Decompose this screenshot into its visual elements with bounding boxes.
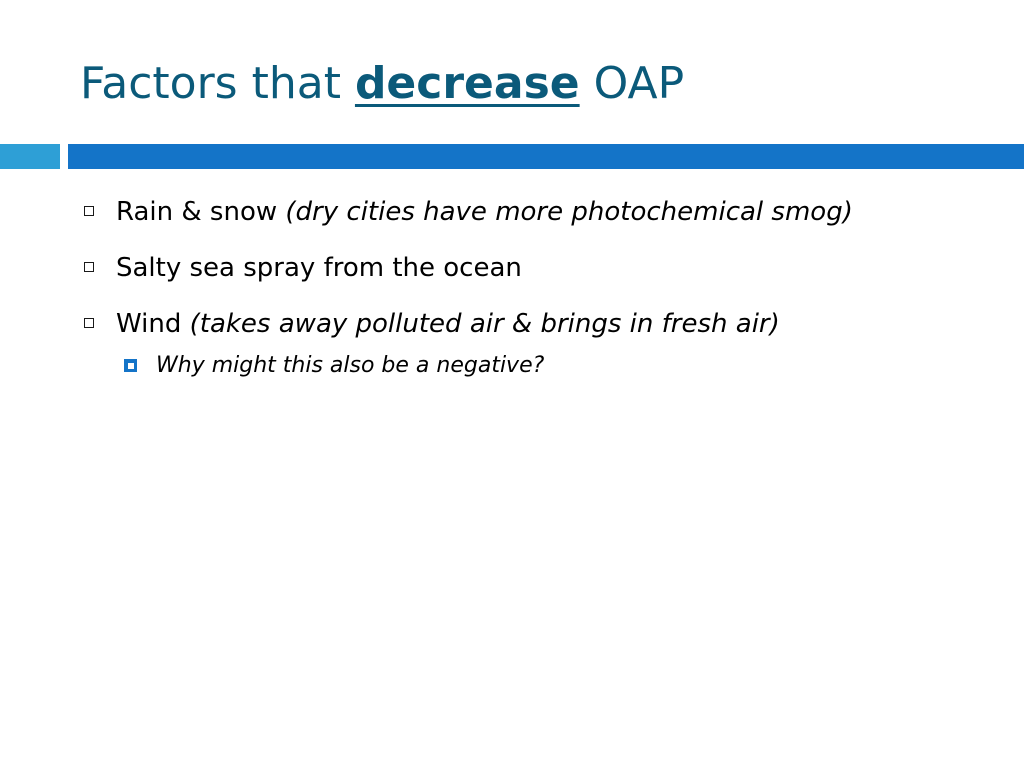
hollow-square-bullet-icon [84,318,94,328]
slide-title [80,54,684,114]
bullet-item-sea-spray [80,248,980,288]
bullet-text: Rain & snow [116,197,286,227]
sub-bullet-text: Why might this also be a negative? [156,353,545,378]
title-emphasis: decrease [354,58,580,109]
bullet-text: Salty sea spray from the ocean [116,253,522,283]
bullet-list [80,192,980,382]
title-suffix: OAP [579,58,685,109]
sub-bullet-item-negative [118,350,980,382]
bullet-item-rain-snow [80,192,980,232]
header-band [68,144,1024,169]
bullet-text: Wind [116,309,190,339]
bullet-note: (takes away polluted air & brings in fresh air) [189,309,780,339]
hollow-square-bullet-icon [84,262,94,272]
hollow-square-bullet-icon [84,206,94,216]
header-band-accent [0,144,60,169]
bullet-item-wind [80,304,980,344]
filled-square-bullet-icon [124,359,137,372]
title-prefix: Factors that [80,58,355,109]
bullet-note: (dry cities have more photochemical smog) [285,197,853,227]
